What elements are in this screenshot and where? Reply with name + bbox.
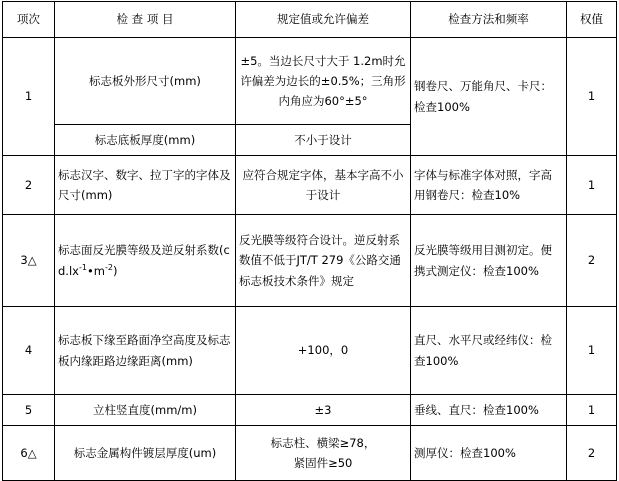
- weight-value: 2: [567, 215, 617, 307]
- check-method: 反光膜等级用目测初定。便携式测定仪：检查100%: [411, 215, 567, 307]
- weight-value: 2: [567, 426, 617, 481]
- unit-exponent: -2: [104, 262, 113, 272]
- check-method: 钢卷尺、万能角尺、卡尺：检查100%: [411, 38, 567, 156]
- item-number: 4: [3, 307, 55, 395]
- tolerance-value: +100，0: [236, 307, 411, 395]
- check-method: 字体与标准字体对照，字高用钢卷尺：检查10%: [411, 156, 567, 215]
- tolerance-line: 标志柱、横梁≥78，: [270, 435, 376, 450]
- table-row: [3, 426, 617, 481]
- weight-value: 1: [567, 395, 617, 426]
- table-row: [3, 215, 617, 307]
- check-item: 标志汉字、数字、拉丁字的字体及尺寸(mm): [55, 156, 236, 215]
- check-item-text: 标志面反光膜等级及逆反射系数(cd.lx: [58, 243, 230, 278]
- check-item-text: •m: [86, 263, 105, 278]
- check-method: 垂线、直尺：检查100%: [411, 395, 567, 426]
- header-tolerance: 规定值或允许偏差: [236, 2, 411, 38]
- unit-exponent: -1: [78, 262, 87, 272]
- header-row: [3, 2, 617, 38]
- header-item-number: 项次: [3, 2, 55, 38]
- item-number: 5: [3, 395, 55, 426]
- check-item: [55, 215, 236, 307]
- tolerance-value: 不小于设计: [236, 125, 411, 156]
- weight-value: 1: [567, 38, 617, 156]
- tolerance-value: ±5。当边长尺寸大于 1.2m时允许偏差为边长的±0.5%；三角形内角应为60°±5°: [236, 38, 411, 125]
- tolerance-value: 应符合规定字体，基本字高不小于设计: [236, 156, 411, 215]
- check-item: 立柱竖直度(mm/m): [55, 395, 236, 426]
- item-number: 6△: [3, 426, 55, 481]
- item-number: 1: [3, 38, 55, 156]
- item-number: 2: [3, 156, 55, 215]
- inspection-table: [2, 1, 617, 481]
- table-row: [3, 395, 617, 426]
- table-row: [3, 307, 617, 395]
- weight-value: 1: [567, 307, 617, 395]
- tolerance-line: 紧固件≥50: [293, 456, 353, 470]
- tolerance-value: ±3: [236, 395, 411, 426]
- header-method-frequency: 检查方法和频率: [411, 2, 567, 38]
- table-row: [3, 156, 617, 215]
- tolerance-value: 反光膜等级符合设计。逆反射系数值不低于JT/T 279《公路交通标志板技术条件》规定: [236, 215, 411, 307]
- weight-value: 1: [567, 156, 617, 215]
- check-method: 测厚仪：检查100%: [411, 426, 567, 481]
- tolerance-value: [236, 426, 411, 481]
- check-item: 标志板下缘至路面净空高度及标志板内缘距路边缘距离(mm): [55, 307, 236, 395]
- check-item: 标志板外形尺寸(mm): [55, 38, 236, 125]
- header-weight: 权值: [567, 2, 617, 38]
- header-check-item: 检 查 项 目: [55, 2, 236, 38]
- check-method: 直尺、水平尺或经纬仪：检查100%: [411, 307, 567, 395]
- check-item: 标志金属构件镀层厚度(um): [55, 426, 236, 481]
- check-item: 标志底板厚度(mm): [55, 125, 236, 156]
- item-number: 3△: [3, 215, 55, 307]
- check-item-text: ): [112, 263, 118, 278]
- table-row: [3, 38, 617, 125]
